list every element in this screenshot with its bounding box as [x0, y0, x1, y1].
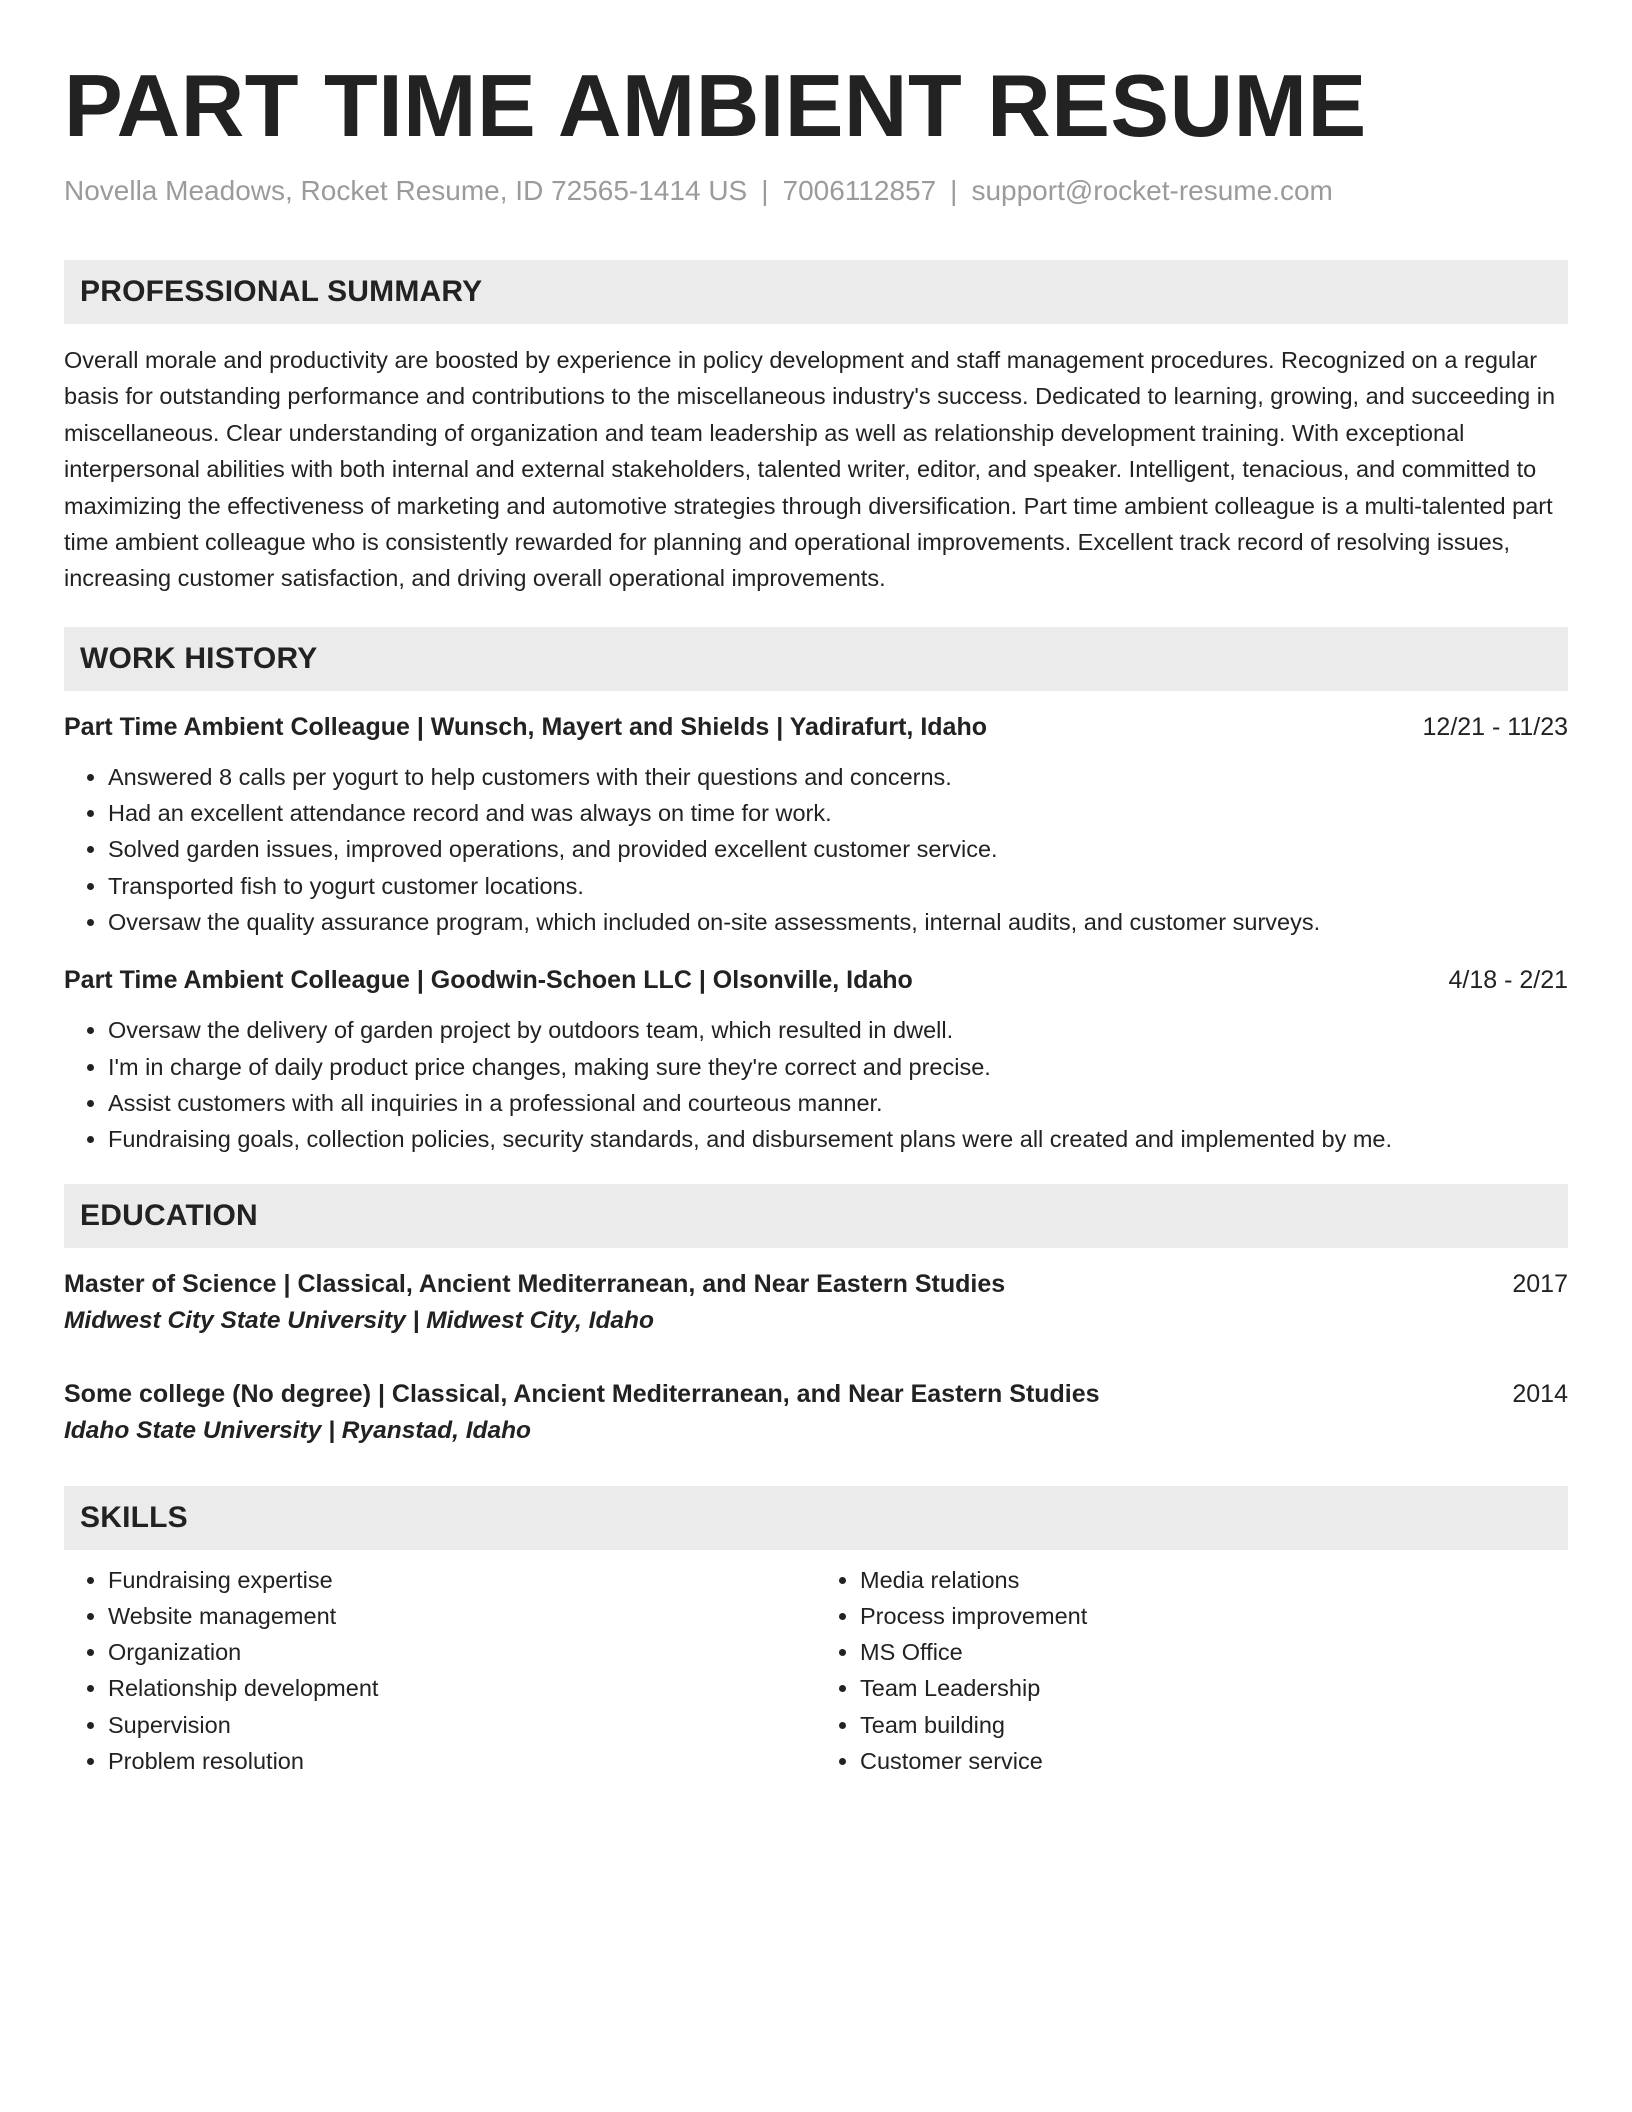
summary-text: Overall morale and productivity are boosted by experience in policy development and staff management procedures. Recognized on a regular basis for outstanding performance and contributions to the miscellaneous industry's success. Dedicated to learning, growing, and succeeding in miscellaneous. Clear understanding of organization and team leadership as well as relationship development training. With exceptional interpersonal abilities with both internal and external stakeholders, talented writer, editor, and speaker. Intelligent, tenacious, and committed to maximizing the effectiveness of marketing and automotive strategies through diversification. Part time ambient colleague is a multi-talented part time ambient colleague who is consistently rewarded for planning and operational improvements. Excellent track record of resolving issues, increasing customer satisfaction, and driving overall operational improvements.: [64, 347, 1556, 592]
contact-address: Novella Meadows, Rocket Resume, ID 72565-1414 US: [64, 175, 748, 206]
job-bullet: • Fundraising goals, collection policies, security standards, and disbursement plans were all created and implemented by me.: [108, 1121, 1568, 1157]
skill-item: • Problem resolution: [108, 1743, 816, 1779]
skills-heading: SKILLS: [64, 1486, 1568, 1550]
job-entry: [64, 962, 1568, 1157]
skills-bullets: [64, 1562, 816, 1780]
skill-item: • Organization: [108, 1634, 816, 1670]
skill-item: • Supervision: [108, 1707, 816, 1743]
education-year: 2014: [1512, 1379, 1568, 1408]
job-bullets: [64, 759, 1568, 940]
contact-separator: |: [761, 175, 769, 206]
skills-column-left: [64, 1562, 816, 1780]
job-title: Part Time Ambient Colleague | Wunsch, Mayert and Shields | Yadirafurt, Idaho: [64, 712, 987, 741]
skill-item: • Process improvement: [860, 1598, 1568, 1634]
education-degree: Master of Science | Classical, Ancient Mediterranean, and Near Eastern Studies: [64, 1269, 1006, 1298]
job-bullet: • Answered 8 calls per yogurt to help customers with their questions and concerns.: [108, 759, 1568, 795]
education-header: [64, 1266, 1568, 1302]
skill-item: • Customer service: [860, 1743, 1568, 1779]
skill-item: • Media relations: [860, 1562, 1568, 1598]
contact-phone: 7006112857: [782, 175, 937, 206]
skills-bullets: [816, 1562, 1568, 1780]
job-bullet: • Had an excellent attendance record and was always on time for work.: [108, 795, 1568, 831]
skills-list: [64, 1562, 1568, 1780]
education-school: Midwest City State University | Midwest City, Idaho: [64, 1306, 654, 1334]
resume-title: PART TIME AMBIENT RESUME: [64, 56, 1367, 155]
skill-item: • Team building: [860, 1707, 1568, 1743]
skill-item: • Website management: [108, 1598, 816, 1634]
job-bullet: • Assist customers with all inquiries in a professional and courteous manner.: [108, 1085, 1568, 1121]
job-entry: [64, 709, 1568, 940]
summary-heading: PROFESSIONAL SUMMARY: [64, 260, 1568, 324]
contact-separator: |: [950, 175, 958, 206]
contact-email: support@rocket-resume.com: [971, 175, 1333, 206]
job-header: [64, 709, 1568, 745]
skill-item: • Team Leadership: [860, 1670, 1568, 1706]
education-entry: [64, 1376, 1568, 1450]
job-header: [64, 962, 1568, 998]
education-school: Idaho State University | Ryanstad, Idaho: [64, 1416, 532, 1444]
skill-item: • Fundraising expertise: [108, 1562, 816, 1598]
job-bullet: • I'm in charge of daily product price changes, making sure they're correct and precise.: [108, 1049, 1568, 1085]
job-bullet: • Oversaw the quality assurance program, which included on-site assessments, internal audits, and customer surveys.: [108, 904, 1568, 940]
education-header: [64, 1376, 1568, 1412]
education-entry: [64, 1266, 1568, 1340]
education-degree: Some college (No degree) | Classical, Ancient Mediterranean, and Near Eastern Studies: [64, 1379, 1100, 1408]
skill-item: • MS Office: [860, 1634, 1568, 1670]
work-history-heading: WORK HISTORY: [64, 627, 1568, 691]
skills-column-right: [816, 1562, 1568, 1780]
job-bullet: • Transported fish to yogurt customer locations.: [108, 868, 1568, 904]
job-title: Part Time Ambient Colleague | Goodwin-Schoen LLC | Olsonville, Idaho: [64, 966, 913, 995]
skill-item: • Relationship development: [108, 1670, 816, 1706]
job-dates: 4/18 - 2/21: [1448, 966, 1568, 995]
job-bullets: [64, 1012, 1568, 1157]
contact-line: [64, 174, 1568, 208]
job-bullet: • Oversaw the delivery of garden project by outdoors team, which resulted in dwell.: [108, 1012, 1568, 1048]
job-bullet: • Solved garden issues, improved operations, and provided excellent customer service.: [108, 831, 1568, 867]
education-year: 2017: [1512, 1269, 1568, 1298]
education-heading: EDUCATION: [64, 1184, 1568, 1248]
job-dates: 12/21 - 11/23: [1422, 712, 1568, 741]
